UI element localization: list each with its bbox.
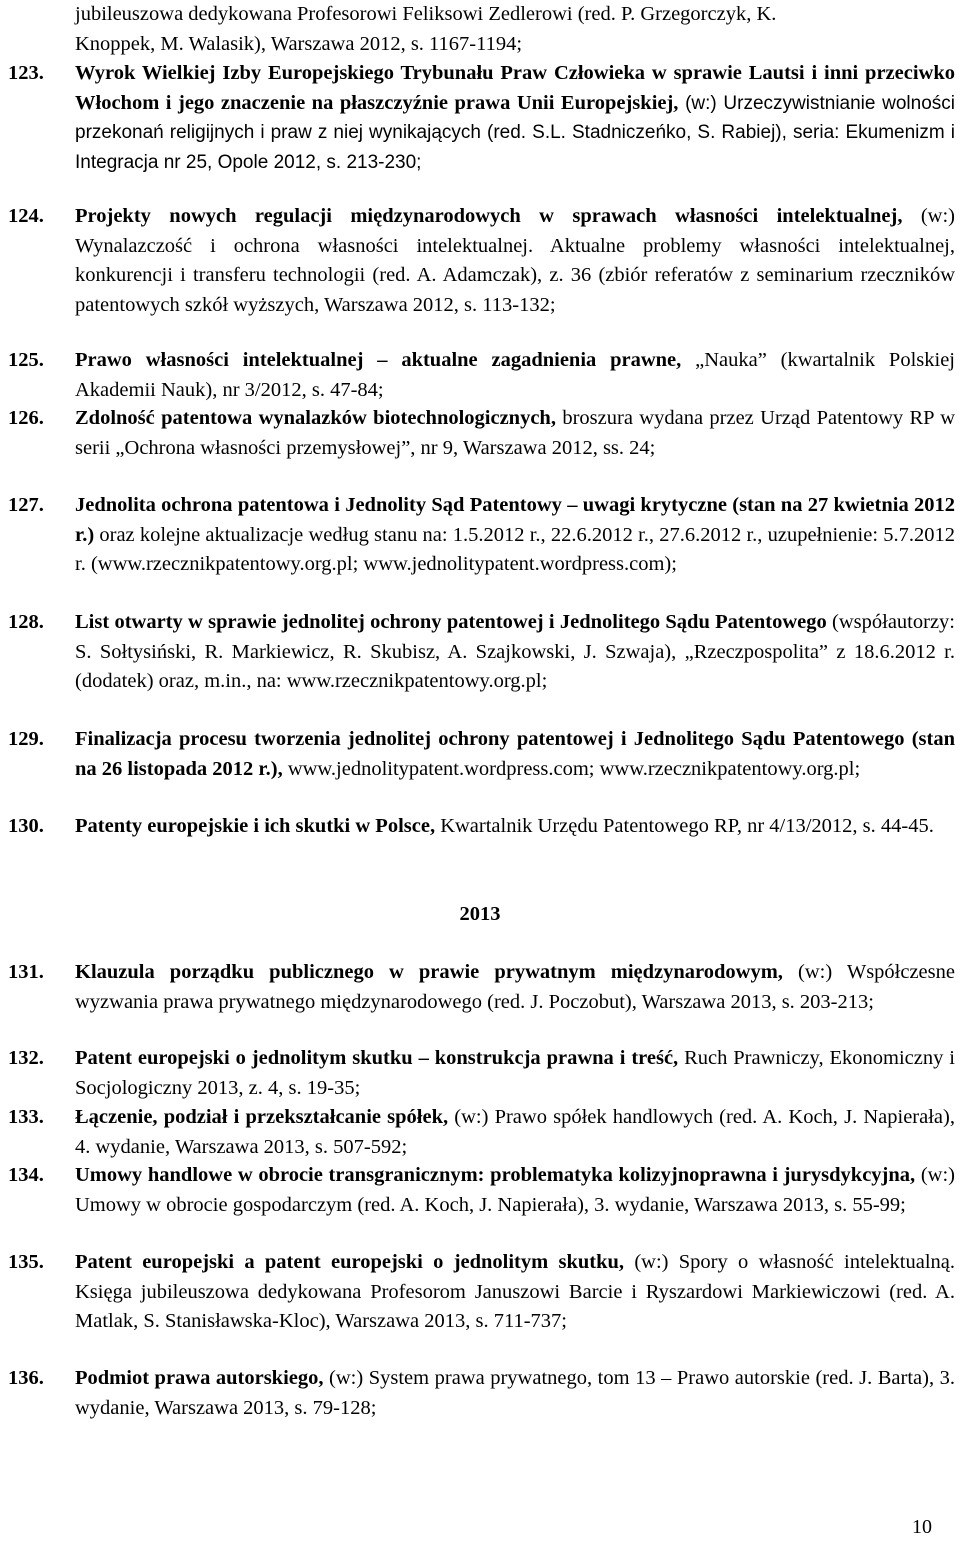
entry-text	[75, 346, 955, 405]
entry-details: Kwartalnik Urzędu Patentowego RP, nr 4/13/2012, s. 44-45.	[435, 815, 934, 837]
entry-text	[75, 491, 955, 580]
entry-title: Finalizacja procesu tworzenia jednolitej ochrony patentowej i Jednolitego Sądu Patentowego (stan na 26 listopada 2012 r.),	[75, 728, 955, 780]
entry-details: (współautorzy: S. Sołtysiński, R. Markiewicz, R. Skubisz, A. Szajkowski, J. Szwaja), „Rzeczpospolita” z 18.6.2012 r. (dodatek) oraz, m.in., na: www.rzecznikpatentowy.org.pl;	[75, 611, 955, 692]
entry-title: Wyrok Wielkiej Izby Europejskiego Trybunału Praw Człowieka w sprawie Lautsi i inni przeciwko Włochom i jego znaczenie na płaszczyźnie prawa Unii Europejskiej,	[75, 62, 955, 114]
entry-title: Klauzula porządku publicznego w prawie prywatnym międzynarodowym,	[75, 961, 783, 983]
entry-title: Umowy handlowe w obrocie transgranicznym: problematyka kolizyjnoprawna i jurysdykcyjna,	[75, 1164, 916, 1186]
entry-number: 128.	[8, 611, 44, 633]
entry-number: 127.	[8, 494, 44, 516]
entry-title: Patent europejski a patent europejski o jednolitym skutku,	[75, 1251, 625, 1273]
entry-number: 125.	[8, 349, 44, 371]
entry-number: 132.	[8, 1047, 44, 1069]
entry-title: Projekty nowych regulacji międzynarodowych w sprawach własności intelektualnej,	[75, 205, 903, 227]
entry-details: (w:) Umowy w obrocie gospodarczym (red. A. Koch, J. Napierała), 3. wydanie, Warszawa 2013, s. 55-99;	[75, 1164, 955, 1216]
entry-number: 133.	[8, 1106, 44, 1128]
entry-number: 135.	[8, 1251, 44, 1273]
entry-text	[75, 202, 955, 320]
entry-title: Jednolita ochrona patentowa i Jednolity Sąd Patentowy – uwagi krytyczne (stan na 27 kwietnia 2012 r.)	[75, 494, 955, 546]
entry-text	[75, 1248, 955, 1337]
entry-title: Podmiot prawa autorskiego,	[75, 1367, 324, 1389]
continued-text	[75, 0, 955, 59]
entry-details: „Nauka” (kwartalnik Polskiej Akademii Nauk), nr 3/2012, s. 47-84;	[75, 349, 956, 401]
entry-text	[75, 958, 955, 1017]
page-number: 10	[912, 1516, 932, 1538]
entry-details: (w:) Współczesne wyzwania prawa prywatnego międzynarodowego (red. J. Poczobut), Warszawa 2013, s. 203-213;	[75, 961, 955, 1013]
entry-title: List otwarty w sprawie jednolitej ochrony patentowej i Jednolitego Sądu Patentowego	[75, 611, 827, 633]
entry-number: 131.	[8, 961, 44, 983]
entry-number: 123.	[8, 62, 44, 84]
entry-text	[75, 812, 955, 842]
entry-number: 124.	[8, 205, 44, 227]
entry-number: 126.	[8, 407, 44, 429]
entry-title: Zdolność patentowa wynalazków biotechnologicznych,	[75, 407, 556, 429]
entry-number: 130.	[8, 815, 44, 837]
entry-number: 129.	[8, 728, 44, 750]
entry-details: (w:) System prawa prywatnego, tom 13 – Prawo autorskie (red. J. Barta), 3. wydanie, Warszawa 2013, s. 79-128;	[75, 1367, 955, 1419]
entry-text	[75, 59, 955, 177]
entry-title: Patenty europejskie i ich skutki w Polsce,	[75, 815, 436, 837]
entry-details: (w:) Urzeczywistnianie wolności przekonań religijnych i praw z niej wynikających (red. S.L. Stadniczeńko, S. Rabiej), seria: Ekumenizm i Integracja nr 25, Opole 2012, s. 213-230;	[75, 92, 955, 173]
entry-details: oraz kolejne aktualizacje według stanu na: 1.5.2012 r., 22.6.2012 r., 27.6.2012 r., uzupełnienie: 5.7.2012 r. (www.rzecznikpatentowy.org.pl; www.jednolitypatent.wordpress.com);	[75, 523, 955, 575]
entry-details: Ruch Prawniczy, Ekonomiczny i Socjologiczny 2013, z. 4, s. 19-35;	[75, 1047, 955, 1099]
entry-details: (w:) Spory o własność intelektualną. Księga jubileuszowa dedykowana Profesorom Januszowi Barcie i Ryszardowi Markiewiczowi (red. A. Matlak, S. Stanisławska-Kloc), Warszawa 2013, s. 711-737;	[75, 1251, 955, 1332]
entry-title: Patent europejski o jednolitym skutku – konstrukcja prawna i treść,	[75, 1047, 679, 1069]
entry-number: 134.	[8, 1164, 44, 1186]
continued-line-2: Knoppek, M. Walasik), Warszawa 2012, s. 1167-1194;	[75, 32, 523, 55]
entry-text	[75, 725, 955, 784]
entry-text	[75, 404, 955, 463]
entry-details: broszura wydana przez Urząd Patentowy RP w serii „Ochrona własności przemysłowej”, nr 9, Warszawa 2012, ss. 24;	[75, 407, 955, 459]
continued-line-1: jubileuszowa dedykowana Profesorowi Feliksowi Zedlerowi (red. P. Grzegorczyk, K.	[75, 3, 777, 25]
entry-text	[75, 608, 955, 697]
entry-number: 136.	[8, 1367, 44, 1389]
entry-text	[75, 1161, 955, 1220]
entry-title: Prawo własności intelektualnej – aktualne zagadnienia prawne,	[75, 349, 682, 371]
year-heading: 2013	[459, 903, 501, 925]
entry-text	[75, 1103, 955, 1162]
entry-text	[75, 1044, 955, 1103]
entry-details: (w:) Wynalazczość i ochrona własności intelektualnej. Aktualne problemy własności intelektualnej, konkurencji i transferu technologii (red. A. Adamczak), z. 36 (zbiór referatów z seminarium rzeczników patentowych szkół wyższych, Warszawa 2012, s. 113-132;	[75, 205, 955, 316]
entry-details: (w:) Prawo spółek handlowych (red. A. Koch, J. Napierała), 4. wydanie, Warszawa 2013, s. 507-592;	[75, 1106, 955, 1158]
entry-details: www.jednolitypatent.wordpress.com; www.rzecznikpatentowy.org.pl;	[282, 757, 861, 780]
entry-title: Łączenie, podział i przekształcanie spółek,	[75, 1106, 449, 1128]
entry-text	[75, 1364, 955, 1423]
